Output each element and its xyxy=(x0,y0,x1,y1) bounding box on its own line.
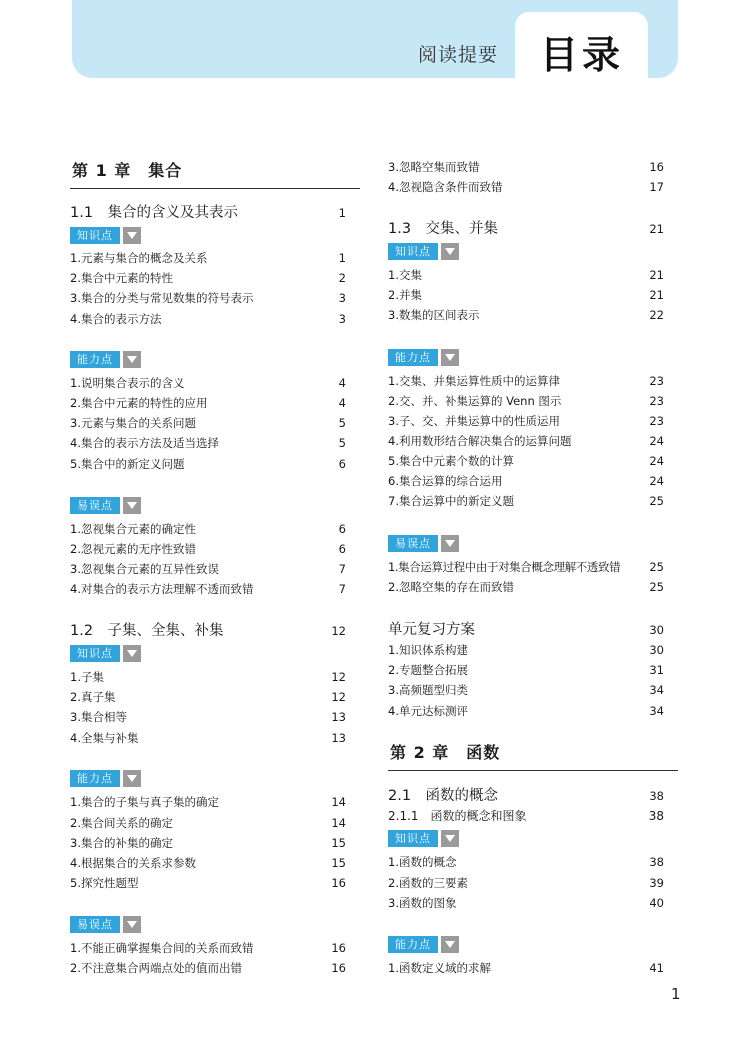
toc-entry[interactable]: 3.集合相等 13 xyxy=(70,710,346,724)
toc-entry[interactable]: 4.根据集合的关系求参数 15 xyxy=(70,856,346,870)
section-entry[interactable]: 1.2 子集、全集、补集 12 xyxy=(70,623,346,639)
toc-entry[interactable]: 4.忽视隐含条件而致错 17 xyxy=(388,180,664,194)
chapter-heading: 第 2 章 函数 xyxy=(388,740,678,771)
header-subtitle: 阅读提要 xyxy=(418,44,499,66)
toc-entry[interactable]: 4.集合的表示方法 3 xyxy=(70,312,346,326)
toc-entry[interactable]: 3.高频题型归类 34 xyxy=(388,683,664,697)
section-entry[interactable]: 单元复习方案 30 xyxy=(388,622,664,638)
toc-entry[interactable]: 1.函数定义域的求解 41 xyxy=(388,961,664,975)
toc-entry[interactable]: 2.集合中元素的特性的应用 4 xyxy=(70,396,346,410)
toc-entry[interactable]: 1.交集 21 xyxy=(388,268,664,282)
chevron-down-icon xyxy=(441,349,459,366)
toc-entry[interactable]: 3.数集的区间表示 22 xyxy=(388,308,664,322)
toc-entry[interactable]: 5.探究性题型 16 xyxy=(70,876,346,890)
toc-entry[interactable]: 2.忽视元素的无序性致错 6 xyxy=(70,542,346,556)
toc-entry[interactable]: 3.集合的分类与常见数集的符号表示 3 xyxy=(70,291,346,305)
chevron-down-icon xyxy=(441,535,459,552)
chevron-down-icon xyxy=(441,243,459,260)
chevron-down-icon xyxy=(441,936,459,953)
toc-entry[interactable]: 2.真子集 12 xyxy=(70,690,346,704)
toc-entry[interactable]: 4.单元达标测评 34 xyxy=(388,704,664,718)
page-title: 目录 xyxy=(540,33,625,77)
toc-entry[interactable]: 3.子、交、并集运算中的性质运用 23 xyxy=(388,414,664,428)
toc-entry[interactable]: 1.元素与集合的概念及关系 1 xyxy=(70,251,346,265)
toc-entry[interactable]: 5.集合中元素个数的计算 24 xyxy=(388,454,664,468)
toc-entry[interactable]: 4.全集与补集 13 xyxy=(70,731,346,745)
section-entry[interactable]: 1.1 集合的含义及其表示 1 xyxy=(70,205,346,221)
toc-entry[interactable]: 1.函数的概念 38 xyxy=(388,855,664,869)
toc-entry[interactable]: 1.说明集合表示的含义 4 xyxy=(70,376,346,390)
section-entry[interactable]: 1.3 交集、并集 21 xyxy=(388,221,664,237)
section-entry[interactable]: 2.1 函数的概念 38 xyxy=(388,788,664,804)
toc-entry[interactable]: 4.利用数形结合解决集合的运算问题 24 xyxy=(388,434,664,448)
toc-entry[interactable]: 1.子集 12 xyxy=(70,670,346,684)
toc-entry[interactable]: 1.交集、并集运算性质中的运算律 23 xyxy=(388,374,664,388)
toc-entry[interactable]: 3.元素与集合的关系问题 5 xyxy=(70,416,346,430)
toc-entry[interactable]: 1.知识体系构建 30 xyxy=(388,643,664,657)
toc-entry[interactable]: 2.集合中元素的特性 2 xyxy=(70,271,346,285)
toc-entry[interactable]: 2.函数的三要素 39 xyxy=(388,876,664,890)
toc-entry[interactable]: 3.函数的图象 40 xyxy=(388,896,664,910)
toc-entry[interactable]: 2.专题整合拓展 31 xyxy=(388,663,664,677)
chevron-down-icon xyxy=(123,916,141,933)
toc-entry[interactable]: 6.集合运算的综合运用 24 xyxy=(388,474,664,488)
toc-entry[interactable]: 1.集合的子集与真子集的确定 14 xyxy=(70,795,346,809)
page-number: 1 xyxy=(671,985,681,1003)
chevron-down-icon xyxy=(123,351,141,368)
chevron-down-icon xyxy=(123,645,141,662)
chevron-down-icon xyxy=(123,497,141,514)
chevron-down-icon xyxy=(123,770,141,787)
toc-entry[interactable]: 4.对集合的表示方法理解不透而致错 7 xyxy=(70,582,346,596)
toc-entry[interactable]: 1.忽视集合元素的确定性 6 xyxy=(70,522,346,536)
chevron-down-icon xyxy=(441,830,459,847)
toc-entry[interactable]: 2.忽略空集的存在而致错 25 xyxy=(388,580,664,594)
chapter-heading: 第 1 章 集合 xyxy=(70,158,360,189)
toc-entry[interactable]: 1.不能正确掌握集合间的关系而致错 16 xyxy=(70,941,346,955)
toc-entry[interactable]: 2.并集 21 xyxy=(388,288,664,302)
toc-entry[interactable]: 4.集合的表示方法及适当选择 5 xyxy=(70,436,346,450)
toc-entry[interactable]: 1.集合运算过程中由于对集合概念理解不透致错 25 xyxy=(388,560,664,574)
toc-entry[interactable]: 7.集合运算中的新定义题 25 xyxy=(388,494,664,508)
toc-entry[interactable]: 5.集合中的新定义问题 6 xyxy=(70,457,346,471)
subsection-entry[interactable]: 2.1.1 函数的概念和图象 38 xyxy=(388,809,664,823)
toc-entry[interactable]: 2.交、并、补集运算的 Venn 图示 23 xyxy=(388,394,664,408)
toc-entry[interactable]: 3.集合的补集的确定 15 xyxy=(70,836,346,850)
toc-entry[interactable]: 3.忽视集合元素的互异性致误 7 xyxy=(70,562,346,576)
chevron-down-icon xyxy=(123,227,141,244)
toc-entry[interactable]: 2.集合间关系的确定 14 xyxy=(70,816,346,830)
toc-entry[interactable]: 3.忽略空集而致错 16 xyxy=(388,160,664,174)
toc-entry[interactable]: 2.不注意集合两端点处的值而出错 16 xyxy=(70,961,346,975)
